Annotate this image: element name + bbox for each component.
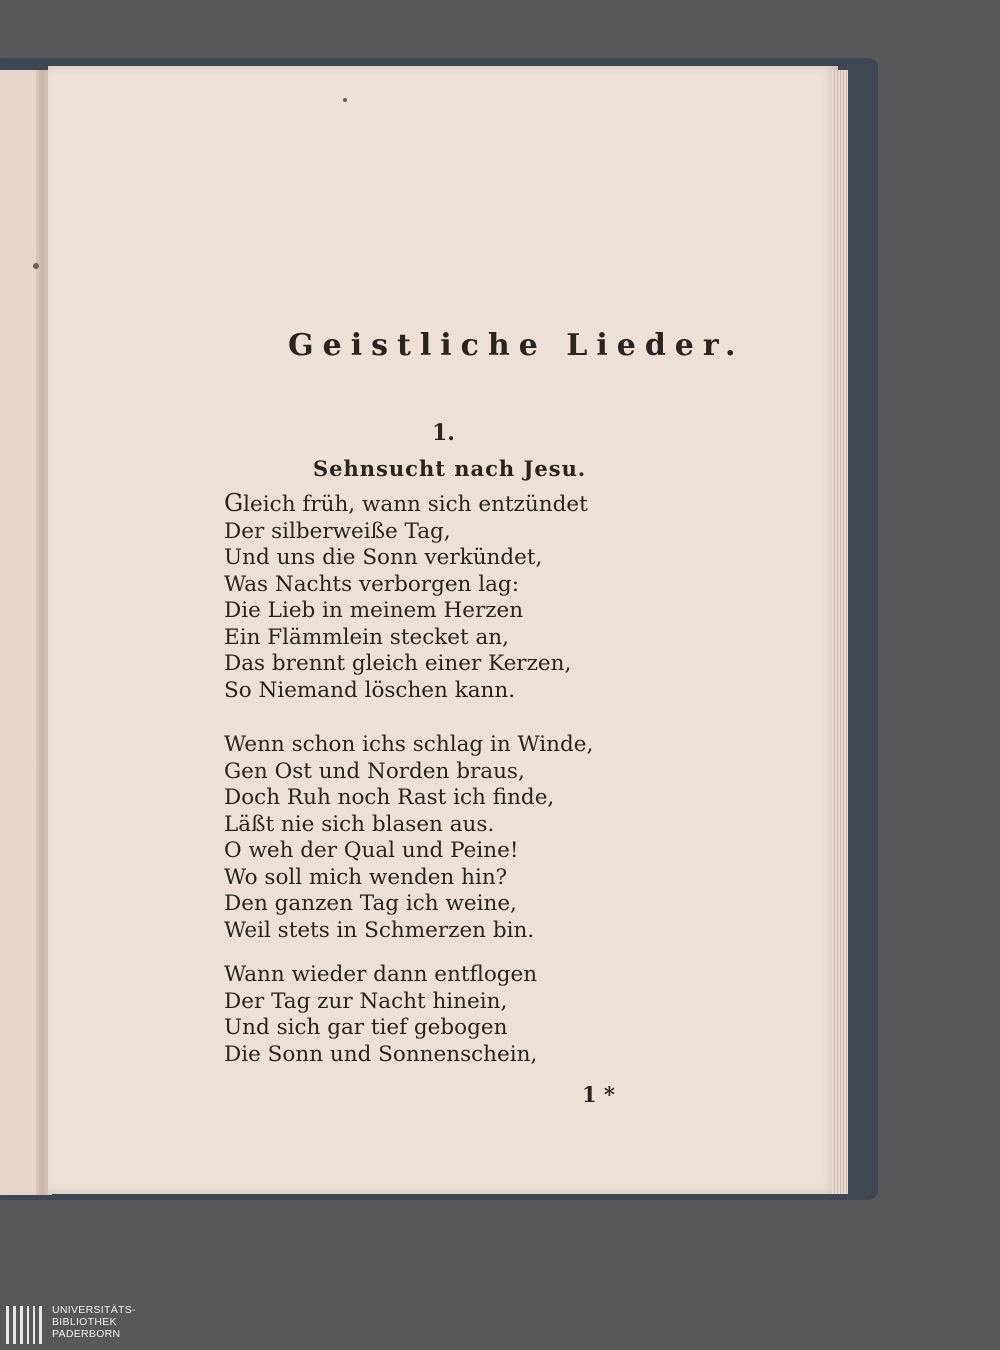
hymn-number: 1. [432, 420, 455, 446]
verse-line: Der silberweiße Tag, [224, 518, 451, 544]
page-speck [343, 98, 347, 102]
verse-line: Die Lieb in meinem Herzen [224, 598, 524, 623]
verse-line: Und sich gar tief gebogen [224, 1015, 508, 1040]
hymn-title: Sehnsucht nach Jesu. [313, 456, 587, 481]
verse-line: Läßt nie sich blasen aus. [224, 811, 495, 837]
verse-line: Was Nachts verborgen lag: [224, 571, 519, 597]
verse-line: Das brennt gleich einer Kerzen, [224, 651, 572, 676]
verse-line: Der Tag zur Nacht hinein, [224, 988, 508, 1014]
library-logo-icon [6, 1306, 46, 1344]
page-speck [33, 263, 39, 269]
stanza [224, 490, 588, 704]
verse-line: Gleich früh, wann sich entzündet [224, 489, 588, 517]
verse-line: Und uns die Sonn verkündet, [224, 545, 543, 570]
verse-line: Wann wieder dann entflogen [224, 962, 538, 987]
verse-line: Doch Ruh noch Rast ich finde, [224, 785, 555, 810]
library-footer [0, 1300, 1000, 1350]
stanza [224, 732, 593, 944]
page-edges [832, 70, 848, 1194]
verse-line: Gen Ost und Norden braus, [224, 758, 525, 784]
verse-line: Ein Flämmlein stecket an, [224, 624, 509, 650]
verse-line: Wenn schon ichs schlag in Winde, [224, 732, 594, 757]
verse-line: O weh der Qual und Peine! [224, 838, 519, 863]
stanza [224, 962, 537, 1068]
logo-line: BIBLIOTHEK [52, 1316, 117, 1328]
verse-line: Wo soll mich wenden hin? [224, 864, 508, 890]
verse-line: Weil stets in Schmerzen bin. [224, 917, 535, 943]
signature-mark: 1 * [582, 1082, 615, 1107]
logo-line: PADERBORN [52, 1328, 121, 1340]
verse-line: Die Sonn und Sonnenschein, [224, 1041, 538, 1067]
verse-line: Den ganzen Tag ich weine, [224, 891, 517, 916]
library-logo-text [52, 1304, 136, 1340]
page-title: Geistliche Lieder. [288, 328, 745, 363]
logo-line: UNIVERSITÄTS- [52, 1304, 136, 1316]
verse-line: So Niemand löschen kann. [224, 677, 516, 703]
